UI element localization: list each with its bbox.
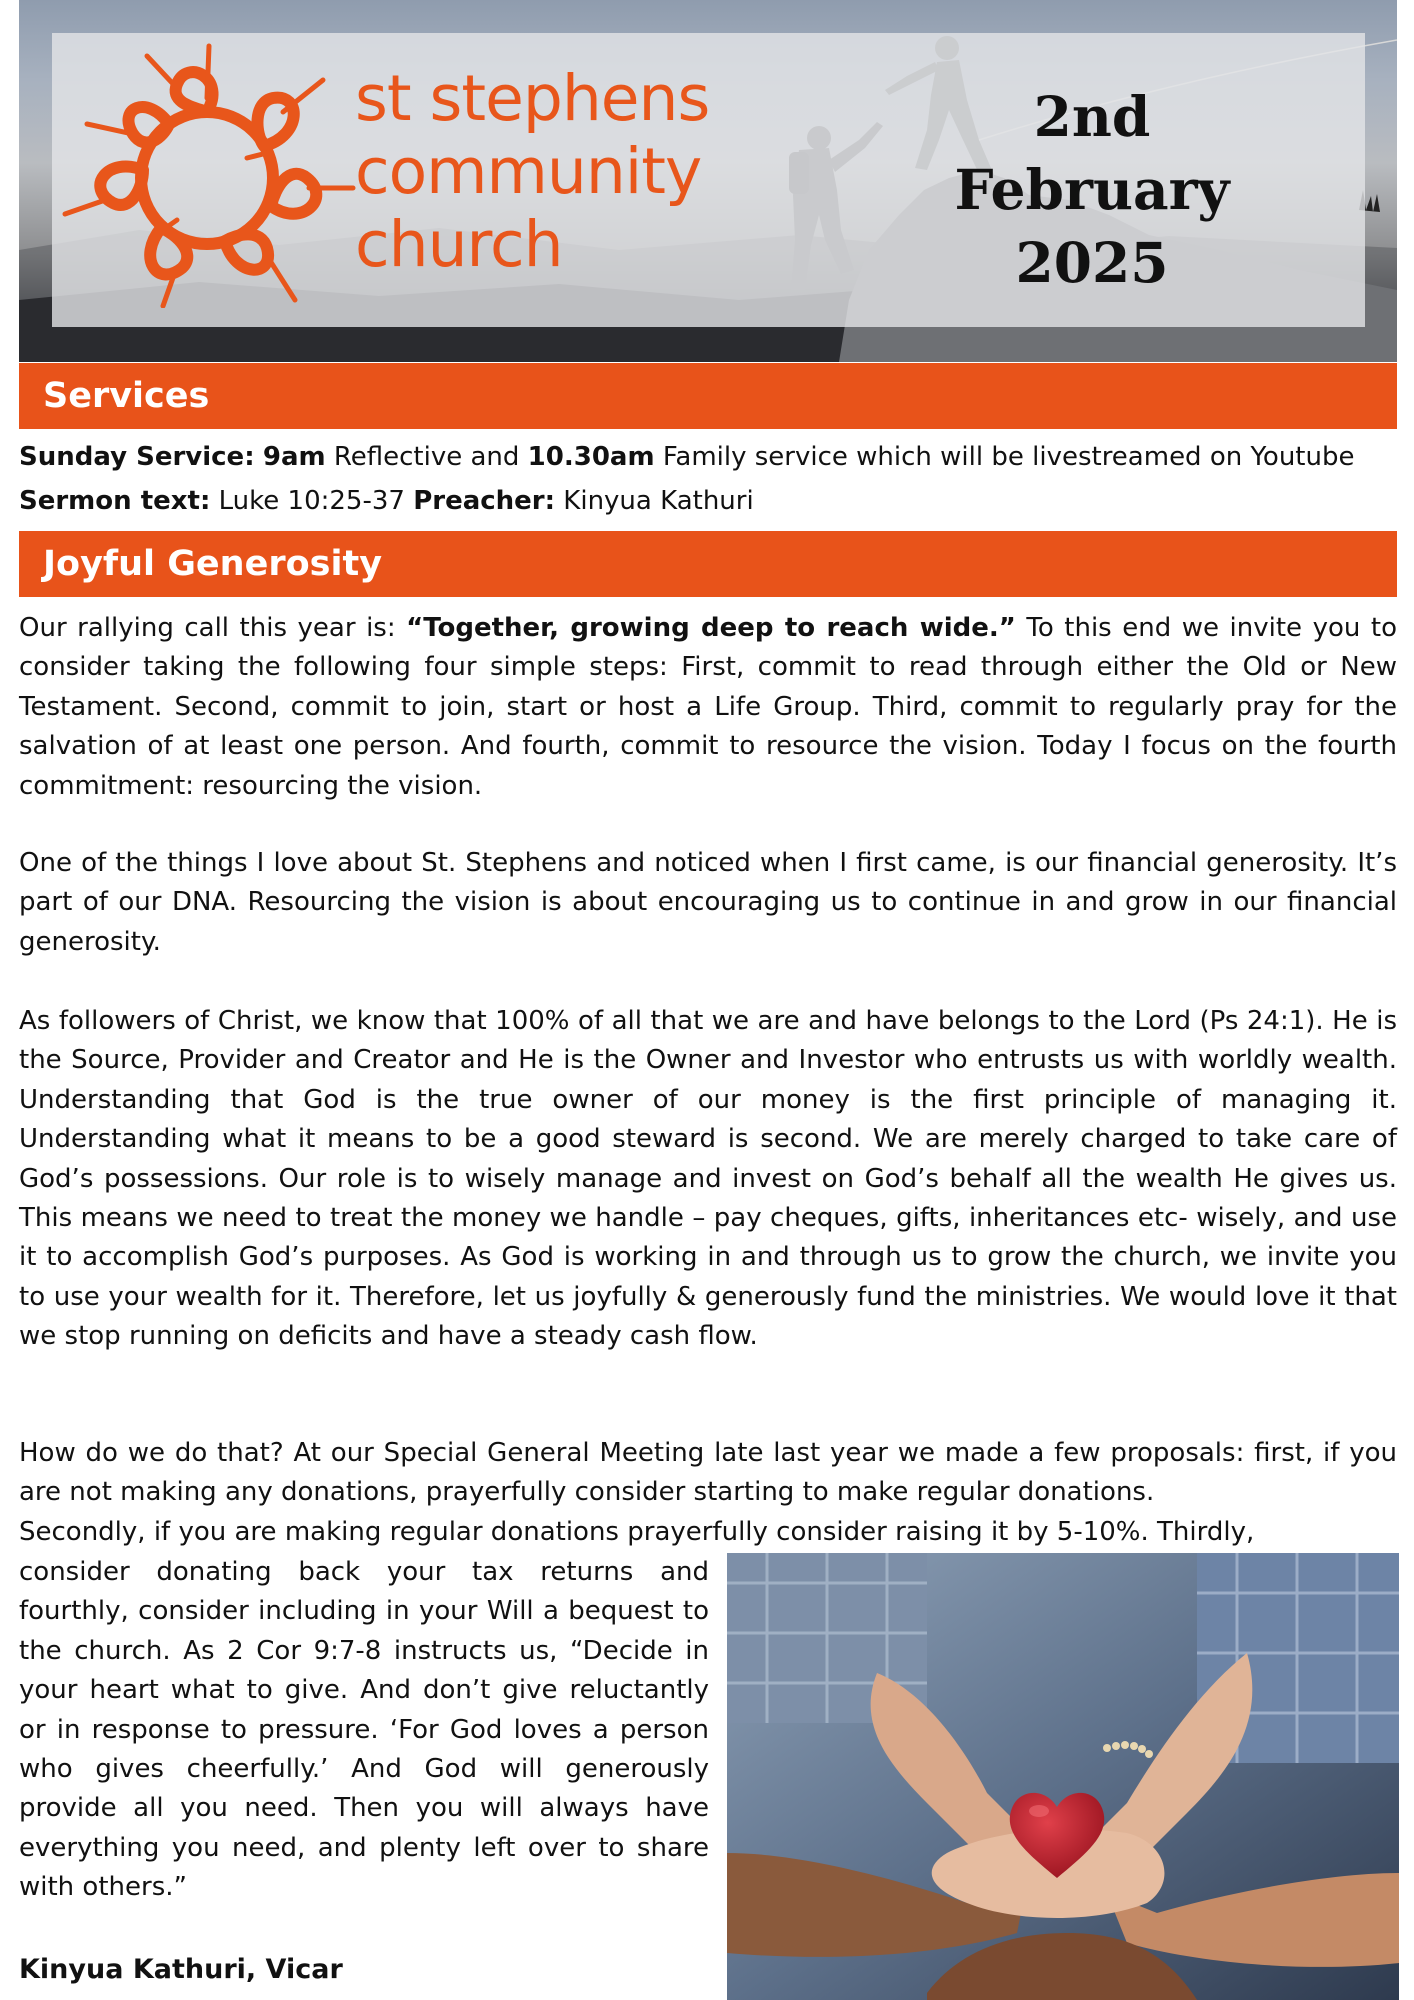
article-paragraph-1 xyxy=(19,609,1397,806)
rallying-call-quote: “Together, growing deep to reach wide.” xyxy=(406,613,1016,643)
sermon-text-label: Sermon text: xyxy=(19,486,211,516)
header-banner xyxy=(19,0,1397,362)
bulletin-date xyxy=(937,80,1247,299)
services-heading-bar xyxy=(19,363,1397,429)
article-paragraph-4-column: consider donating back your tax returns and fourthly, consider including in your Will a bequest to the church. As 2 Cor 9:7-8 instructs us, “Decide in your heart what to give. And don’t give reluctantly or in response to pressure. ‘For God loves a person who gives cheerfully.’ And God will generously provide all you need. Then you will always have everything you need, and plenty left over to share with others.” xyxy=(19,1557,709,1903)
thorn-crown-logo-icon xyxy=(57,38,357,308)
church-name xyxy=(355,62,795,281)
preacher-name: Kinyua Kathuri xyxy=(555,486,754,516)
article-paragraph-4-lines: How do we do that? At our Special General Meeting late last year we made a few proposals: first, if you are not making any donations, prayerfully consider starting to make regular donations. xyxy=(19,1438,1397,1508)
article-paragraph-3: As followers of Christ, we know that 100% of all that we are and have belongs to the Lord (Ps 24:1). He is the Source, Provider and Creator and He is the Owner and Investor who entrusts us with worldly wealth. Understanding that God is the true owner of our money is the first principle of managing it. Understanding what it means to be a good steward is second. We are merely charged to take care of God’s possessions. Our role is to wisely manage and invest on God’s behalf all the wealth He gives us. This means we need to treat the money we handle – pay cheques, gifts, inheritances etc- wisely, and use it to accomplish God’s purposes. As God is working in and through us to grow the church, we invite you to use your wealth for it. Therefore, let us joyfully & generously fund the ministries. We would love it that we stop running on deficits and have a steady cash flow. xyxy=(19,1006,1397,1352)
family-service-text: Family service which will be livestreamed on Youtube xyxy=(654,442,1355,472)
church-name-line-1: st stephens xyxy=(355,62,710,135)
reflective-service-text: Reflective and xyxy=(325,442,528,472)
reflective-service-time: 9am xyxy=(262,442,326,472)
sermon-text-value: Luke 10:25-37 xyxy=(210,486,414,516)
date-year: 2025 xyxy=(1015,230,1169,295)
p1-intro: Our rallying call this year is: xyxy=(19,613,407,643)
date-month: February xyxy=(954,157,1230,222)
church-name-line-2: community xyxy=(355,135,702,208)
services-heading: Services xyxy=(43,376,210,416)
signature: Kinyua Kathuri, Vicar xyxy=(19,1954,343,1985)
article-paragraph-2: One of the things I love about St. Stephens and noticed when I first came, is our financial generosity. It’s part of our DNA. Resourcing the vision is about encouraging us to continue in and grow in our financial generosity. xyxy=(19,848,1397,957)
sermon-line xyxy=(19,482,1397,521)
church-name-line-3: church xyxy=(355,208,563,281)
article-paragraph-4-line-3: Secondly, if you are making regular donations prayerfully consider raising it by 5-10%. Thirdly, xyxy=(19,1517,1255,1547)
sunday-service-label: Sunday Service: xyxy=(19,442,255,472)
family-service-time: 10.30am xyxy=(527,442,655,472)
article-heading-bar xyxy=(19,531,1397,597)
p1-rest: To this end we invite you to consider taking the following four simple steps: First, commit to read through either the Old or New Testament. Second, commit to join, start or host a Life Group. Third, commit to regularly pray for the salvation of at least one person. And fourth, commit to resource the vision. Today I focus on the fourth commitment: resourcing the vision. xyxy=(19,613,1397,801)
service-times-line xyxy=(19,438,1397,477)
preacher-label: Preacher: xyxy=(413,486,556,516)
date-day: 2nd xyxy=(1033,84,1151,149)
hands-holding-heart-icon xyxy=(727,1553,1399,2000)
generosity-photo xyxy=(727,1553,1399,2000)
article-heading: Joyful Generosity xyxy=(43,544,383,584)
